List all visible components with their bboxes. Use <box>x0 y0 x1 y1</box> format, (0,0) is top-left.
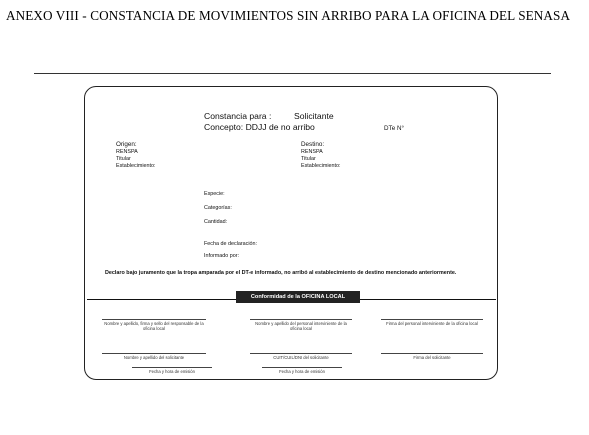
destino-titular: Titular <box>301 156 316 162</box>
signature-caption: Firma del solicitante <box>413 355 451 360</box>
signature-caption: Nombre y apellido, firma y sello del responsable de la oficina local <box>104 321 204 331</box>
conformidad-banner: Conformidad de la OFICINA LOCAL <box>236 291 360 303</box>
concepto-label: Concepto: DDJJ de no arribo <box>204 122 315 132</box>
signature-line <box>381 353 483 354</box>
origen-establecimiento: Establecimiento: <box>116 163 156 169</box>
signature-caption: Nombre y apellido del solicitante <box>123 355 185 360</box>
destino-renspa: RENSPA <box>301 149 323 155</box>
signature-caption: Nombre y apellido del personal interviniente de la oficina local <box>255 321 347 331</box>
constancia-value: Solicitante <box>294 111 334 121</box>
dte-number-label: DTe N° <box>384 125 405 132</box>
date-line <box>262 367 342 368</box>
signature-line <box>102 353 206 354</box>
origen-titular: Titular <box>116 156 131 162</box>
informado-por-label: Informado por: <box>204 253 240 259</box>
destino-establecimiento: Establecimiento: <box>301 163 341 169</box>
origen-renspa: RENSPA <box>116 149 138 155</box>
date-line <box>132 367 212 368</box>
origen-heading: Origen: <box>116 141 137 148</box>
fecha-declaracion-label: Fecha de declaración: <box>204 241 258 247</box>
page-title: ANEXO VIII - CONSTANCIA DE MOVIMIENTOS SIN ARRIBO PARA LA OFICINA DEL SENASA <box>6 8 571 23</box>
signature-caption: Firma del personal interviniente de la oficina local <box>386 321 478 326</box>
categorias-label: Categorías: <box>204 205 232 211</box>
fecha-hora-caption: Fecha y hora de emisión <box>149 369 195 374</box>
signature-line <box>102 319 206 320</box>
constancia-label: Constancia para : <box>204 111 272 121</box>
signature-caption: CUIT/CUIL/DNI del solicitante <box>273 355 329 360</box>
cantidad-label: Cantidad: <box>204 219 228 225</box>
signature-line <box>250 353 352 354</box>
title-divider <box>34 73 551 74</box>
signature-line <box>250 319 352 320</box>
declaracion-text: Declaro bajo juramento que la tropa amparada por el DT-e informado, no arribó al establecimiento de destino mencionado anteriormente. <box>105 270 457 276</box>
fecha-hora-caption: Fecha y hora de emisión <box>279 369 325 374</box>
destino-heading: Destino: <box>301 141 325 148</box>
signature-line <box>381 319 483 320</box>
especie-label: Especie: <box>204 191 225 197</box>
